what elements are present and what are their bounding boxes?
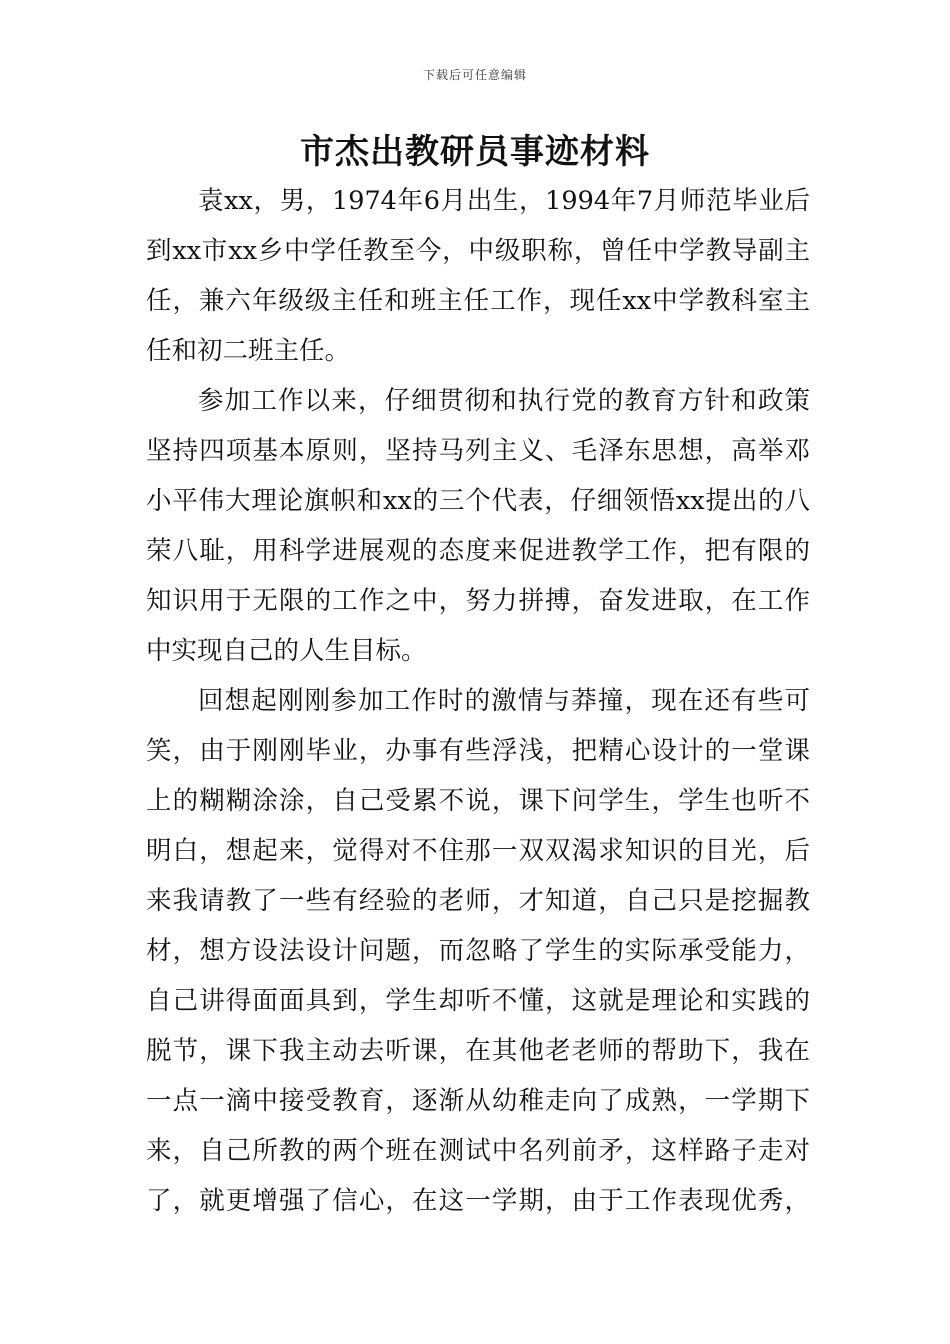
text-line: 了，就更增强了信心，在这一学期，由于工作表现优秀， <box>146 1186 810 1216</box>
text-line: 一点一滴中接受教育，逐渐从幼稚走向了成熟，一学期下 <box>146 1086 810 1116</box>
paragraph-1 <box>146 176 810 376</box>
text-line: 小平伟大理论旗帜和xx的三个代表，仔细领悟xx提出的八 <box>146 486 810 516</box>
text-line: 荣八耻，用科学进展观的态度来促进教学工作，把有限的 <box>146 536 810 566</box>
text-line: 到xx市xx乡中学任教至今，中级职称，曾任中学教导副主 <box>146 236 810 266</box>
text-line: 参加工作以来，仔细贯彻和执行党的教育方针和政策 <box>198 386 810 416</box>
text-line: 回想起刚刚参加工作时的激情与莽撞，现在还有些可 <box>198 686 810 716</box>
text-line: 中实现自己的人生目标。 <box>146 636 427 666</box>
document-title: 市杰出教研员事迹材料 <box>300 132 650 172</box>
document-body <box>146 176 810 1226</box>
paragraph-3 <box>146 676 810 1226</box>
text-line: 来我请教了一些有经验的老师，才知道，自己只是挖掘教 <box>146 886 810 916</box>
text-line: 任，兼六年级级主任和班主任工作，现任xx中学教科室主 <box>146 286 810 316</box>
text-line: 坚持四项基本原则，坚持马列主义、毛泽东思想，高举邓 <box>146 436 810 466</box>
text-line: 来，自己所教的两个班在测试中名列前矛，这样路子走对 <box>146 1136 810 1166</box>
text-line: 明白，想起来，觉得对不住那一双双渴求知识的目光，后 <box>146 836 810 866</box>
text-line: 材，想方设法设计问题，而忽略了学生的实际承受能力， <box>146 936 810 966</box>
text-line: 笑，由于刚刚毕业，办事有些浮浅，把精心设计的一堂课 <box>146 736 810 766</box>
text-line: 脱节，课下我主动去听课，在其他老老师的帮助下，我在 <box>146 1036 810 1066</box>
text-line: 自己讲得面面具到，学生却听不懂，这就是理论和实践的 <box>146 986 810 1016</box>
text-line: 知识用于无限的工作之中，努力拼搏，奋发进取，在工作 <box>146 586 810 616</box>
text-line: 袁xx，男，1974年6月出生，1994年7月师范毕业后 <box>198 186 810 216</box>
header-note: 下载后可任意编辑 <box>422 68 527 82</box>
text-line: 任和初二班主任。 <box>146 336 351 366</box>
paragraph-2 <box>146 376 810 676</box>
text-line: 上的糊糊涂涂，自己受累不说，课下问学生，学生也听不 <box>146 786 810 816</box>
